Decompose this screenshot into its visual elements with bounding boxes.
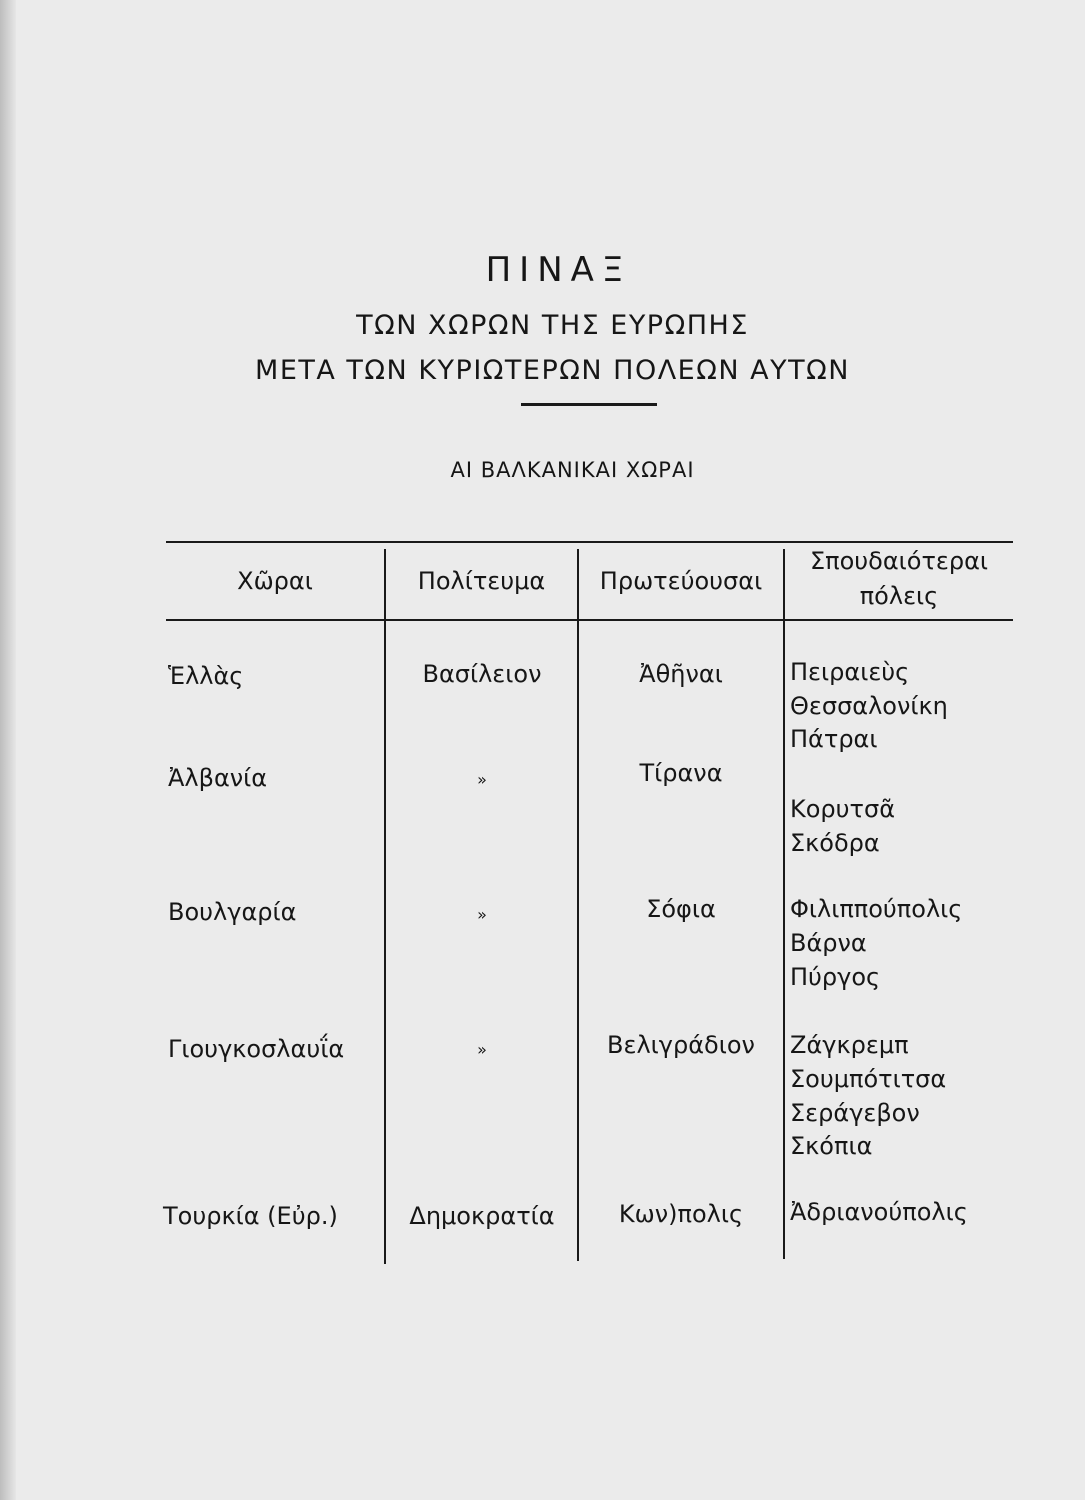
table-cell-city: Σεράγεβον [790,1099,920,1127]
header-regime: Πολίτευμα [417,567,546,595]
table-cell-regime: Δημοκρατία [409,1202,555,1230]
title-divider [521,403,657,406]
table-cell-city: Σκόπια [790,1132,873,1160]
table-cell-regime: » [477,1040,487,1059]
table-cell-city: Πειραιεὺς [790,658,910,686]
header-capitals: Πρωτεύουσαι [599,567,763,595]
table-cell-regime: Βασίλειον [422,660,542,688]
table-cell-city: Θεσσαλονίκη [790,692,948,720]
table-cell-city: Πάτραι [790,725,878,753]
page-edge [0,0,16,1500]
section-heading: ΑΙ ΒΑΛΚΑΝΙΚΑΙ ΧΩΡΑΙ [450,458,695,482]
header-cities-line2: πόλεις [859,582,939,610]
header-cities-line1: Σπουδαιότεραι [809,547,989,575]
column-divider-3 [783,549,785,1259]
table-cell-city: Κορυτσᾶ [790,795,896,823]
header-countries: Χῶραι [237,567,313,595]
table-header-rule [166,619,1013,621]
table-cell-country: Ἀλβανία [168,764,268,792]
table-cell-city: Ἀδριανούπολις [790,1198,968,1226]
table-cell-regime: » [477,770,487,789]
table-cell-country: Ἑλλὰς [168,662,244,690]
table-cell-country: Τουρκία (Εὐρ.) [163,1202,338,1230]
page-subtitle-line2: ΜΕΤΑ ΤΩΝ ΚΥΡΙΩΤΕΡΩΝ ΠΟΛΕΩΝ ΑΥΤΩΝ [255,355,850,386]
table-cell-city: Ζάγκρεμπ [790,1031,909,1059]
table-cell-regime: » [477,905,487,924]
table-cell-country: Γιουγκοσλαυΐα [168,1035,345,1063]
table-cell-city: Σουμπότιτσα [790,1065,947,1093]
table-cell-capital: Κων)πολις [618,1200,744,1228]
table-cell-capital: Τίρανα [639,759,723,787]
table-cell-capital: Ἀθῆναι [639,660,723,688]
table-cell-capital: Σόφια [646,895,716,923]
table-cell-city: Σκόδρα [790,829,880,857]
table-top-rule [166,541,1013,543]
table-cell-country: Βουλγαρία [168,898,297,926]
page-subtitle-line1: ΤΩΝ ΧΩΡΩΝ ΤΗΣ ΕΥΡΩΠΗΣ [356,310,749,341]
table-cell-city: Πύργος [790,963,881,991]
table-cell-city: Φιλιππούπολις [790,895,963,923]
table-cell-city: Βάρνα [790,929,867,957]
page-title: ΠΙΝΑΞ [485,250,632,290]
table-cell-capital: Βελιγράδιον [607,1031,755,1059]
